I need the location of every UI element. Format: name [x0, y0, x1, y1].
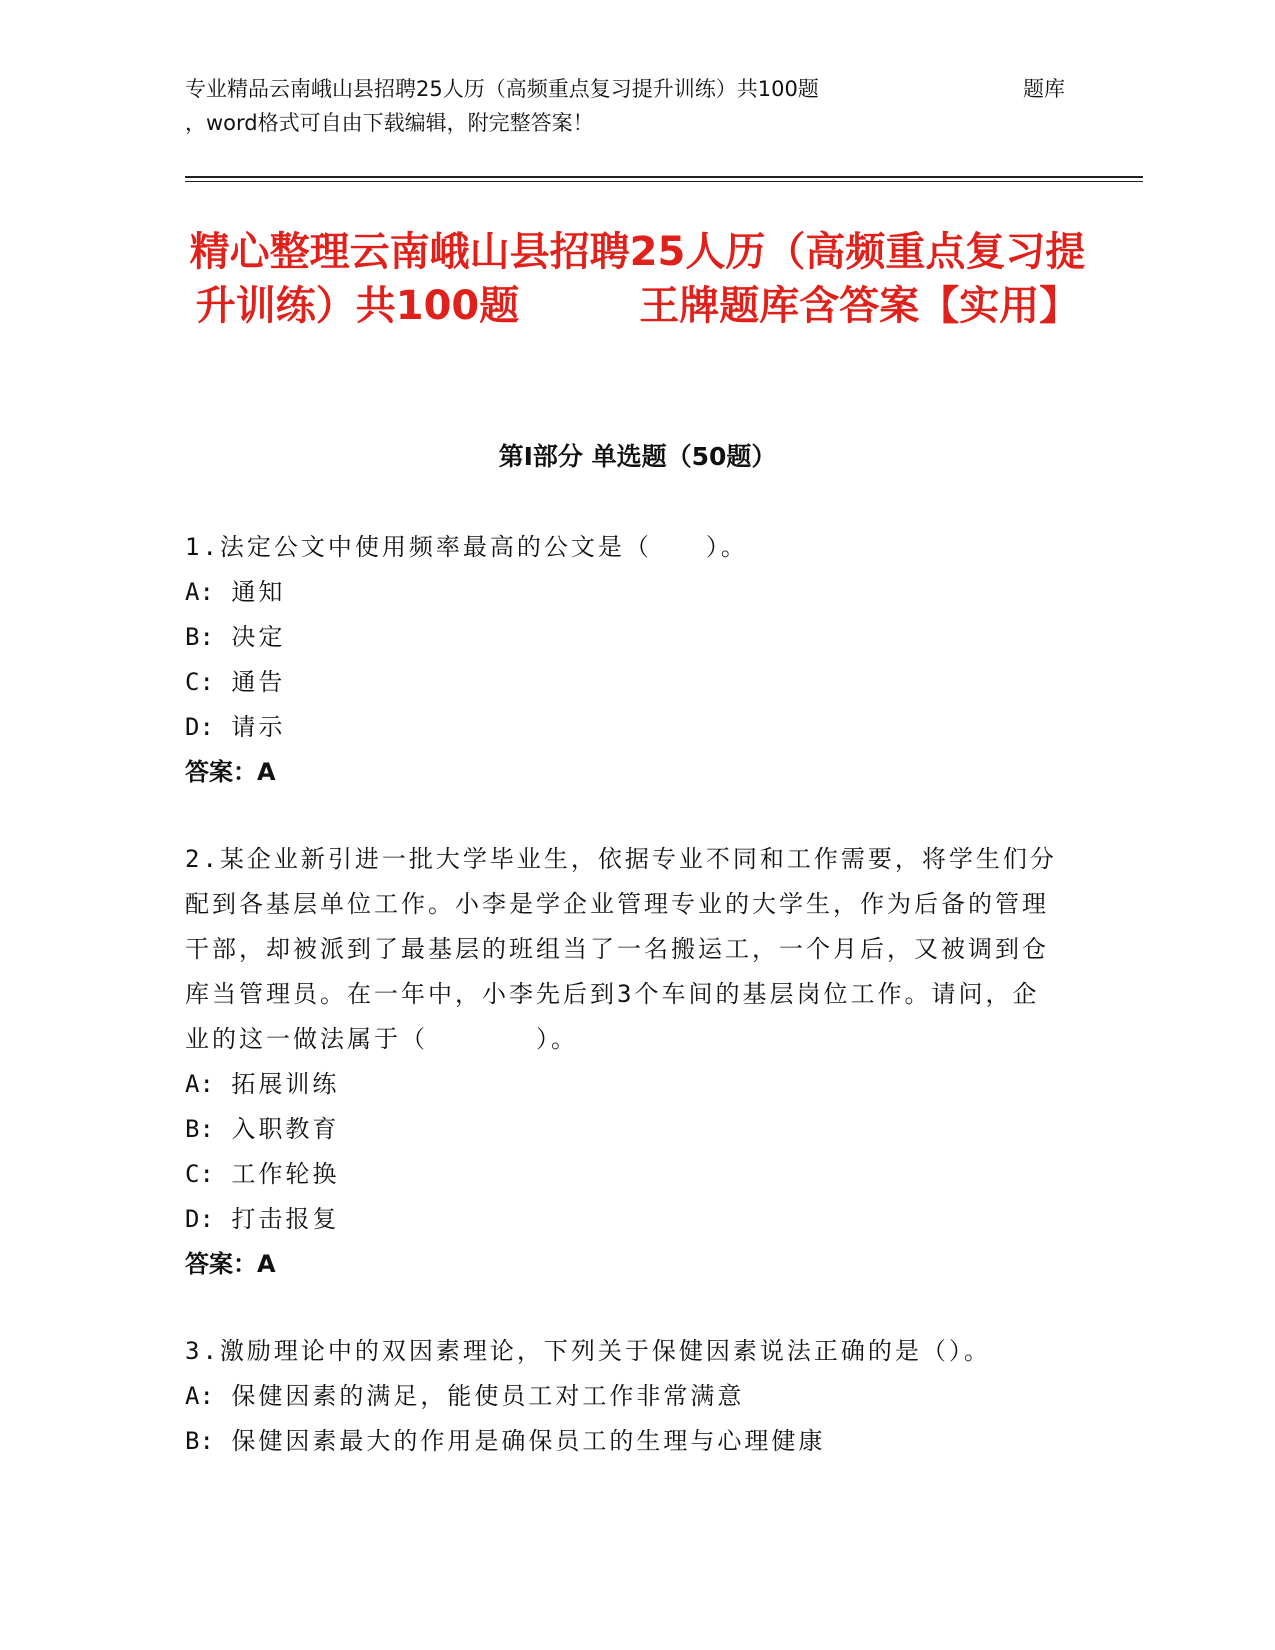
option-b: [185, 1107, 1065, 1152]
header-line-2: ，word格式可自由下载编辑，附完整答案！: [185, 111, 594, 135]
option-key: C:: [185, 1160, 214, 1188]
option-b: [185, 615, 1065, 660]
option-key: D:: [185, 713, 214, 741]
section-title: 第Ⅰ部分 单选题（50题）: [498, 442, 777, 471]
option-text: 打击报复: [231, 1205, 340, 1233]
option-d: [185, 1197, 1065, 1242]
option-a: [185, 1062, 1065, 1107]
title-part-1: 精心整理云南峨山县招聘25人历（高频重点复习提升训练）共100题: [189, 229, 1086, 329]
option-text: 请示: [231, 713, 286, 741]
title-part-2: 王牌题库含答案【实用】: [639, 283, 1080, 329]
question-2: [185, 837, 1065, 1287]
option-key: B:: [185, 623, 214, 651]
header-text: 专业精品云南峨山县招聘25人历（高频重点复习提升训练）共100题: [185, 77, 819, 101]
document-title: [170, 225, 1105, 333]
option-key: D:: [185, 1205, 214, 1233]
option-text: 决定: [231, 623, 286, 651]
option-text: 工作轮换: [231, 1160, 340, 1188]
question-1: [185, 525, 1065, 795]
option-b: [185, 1419, 1065, 1464]
option-text: 保健因素的满足，能使员工对工作非常满意: [231, 1382, 745, 1410]
answer: 答案：A: [185, 758, 276, 786]
question-stem: 1.法定公文中使用频率最高的公文是（ ）。: [185, 533, 748, 561]
option-key: B:: [185, 1115, 214, 1143]
question-list: [185, 525, 1065, 1506]
option-key: C:: [185, 668, 214, 696]
option-key: B:: [185, 1427, 214, 1455]
option-a: [185, 1374, 1065, 1419]
question-stem: 3.激励理论中的双因素理论，下列关于保健因素说法正确的是（）。: [185, 1337, 991, 1365]
page-header: [185, 72, 1065, 140]
option-a: [185, 570, 1065, 615]
option-text: 通告: [231, 668, 286, 696]
option-text: 入职教育: [231, 1115, 340, 1143]
option-text: 保健因素最大的作用是确保员工的生理与心理健康: [231, 1427, 826, 1455]
header-divider-thin: [185, 181, 1143, 182]
option-key: A:: [185, 578, 214, 606]
option-c: [185, 660, 1065, 705]
header-line-1: [185, 72, 1065, 106]
answer: 答案：A: [185, 1250, 276, 1278]
header-divider-thick: [185, 176, 1143, 178]
option-text: 通知: [231, 578, 286, 606]
option-key: A:: [185, 1070, 214, 1098]
question-3: [185, 1329, 1065, 1464]
option-c: [185, 1152, 1065, 1197]
header-tag: 题库: [1023, 77, 1065, 101]
question-stem: 2.某企业新引进一批大学毕业生，依据专业不同和工作需要，将学生们分配到各基层单位工作。小李是学企业管理专业的大学生，作为后备的管理干部，却被派到了最基层的班组当了一名搬运工，一个月后，又被调到仓库当管理员。在一年中，小李先后到3个车间的基层岗位工作。请问，企业的这一做法属于（ ）。: [185, 845, 1057, 1053]
option-key: A:: [185, 1382, 214, 1410]
option-text: 拓展训练: [231, 1070, 340, 1098]
option-d: [185, 705, 1065, 750]
